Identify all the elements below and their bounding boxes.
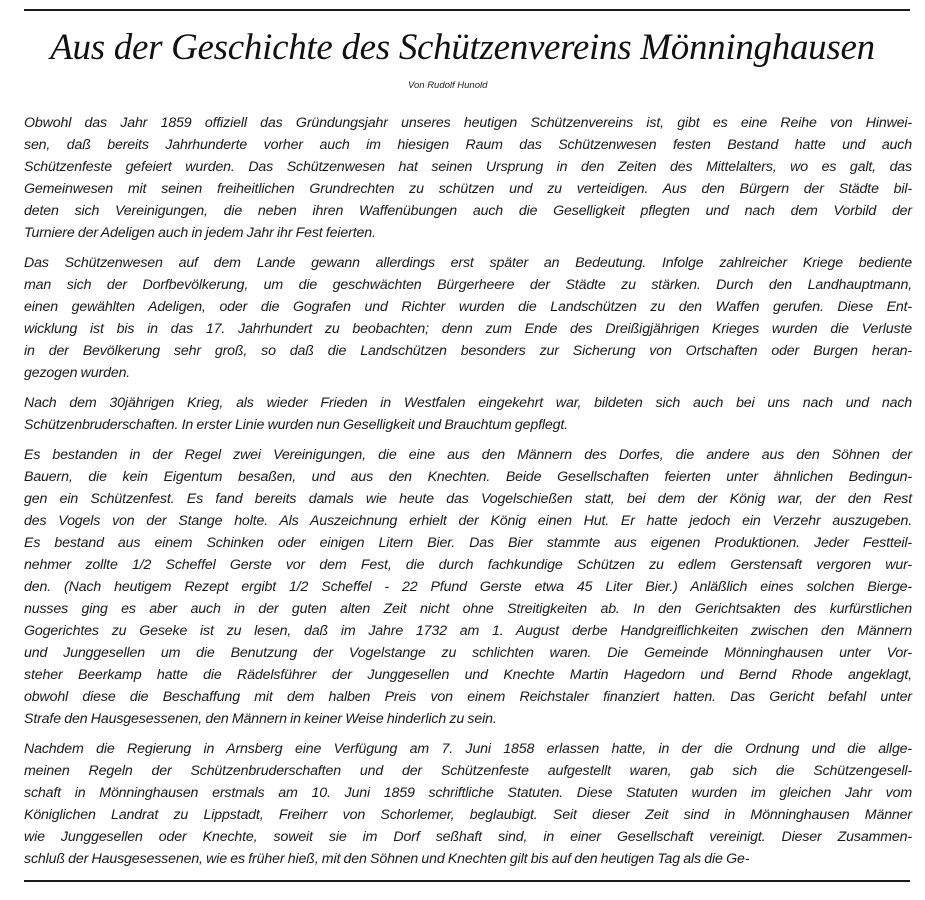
- paragraph: [24, 444, 912, 730]
- text-line: des Vogels von der Stange holte. Als Auszeichnung erhielt der König einen Hut. Er hatte jedoch ein Verzehr auszugeben.: [24, 513, 912, 529]
- text-line: schaft in Mönninghausen erstmals am 10. Juni 1859 schriftliche Statuten. Diese Statuten wurden im gleichen Jahr vom: [24, 785, 912, 801]
- text-line: schluß der Hausgesessenen, wie es früher hieß, mit den Söhnen und Knechten gilt bis auf den heutigen Tag als die Ge-: [24, 851, 750, 867]
- article-title: Aus der Geschichte des Schützenvereins Mönninghausen: [50, 27, 875, 68]
- text-line: Turniere der Adeligen auch in jedem Jahr ihr Fest feierten.: [24, 225, 376, 241]
- text-line: obwohl diese die Beschaffung mit dem halben Preis von einem Reichstaler finanziert hatten. Das Gericht befahl unter: [24, 689, 912, 705]
- text-line: Strafe den Hausgesessenen, den Männern in keiner Weise hinderlich zu sein.: [24, 711, 497, 727]
- top-rule: [24, 9, 910, 11]
- text-line: einen gewählten Adeligen, oder die Gografen und Richter wurden die Landschützen zu den Waffen gerufen. Diese Ent-: [24, 299, 912, 315]
- text-line: meinen Regeln der Schützenbruderschaften und der Schützenfeste aufgestellt waren, gab sich die Schützengesell-: [24, 763, 912, 779]
- bottom-rule: [24, 880, 910, 882]
- article-byline: Von Rudolf Hunold: [408, 80, 488, 91]
- text-line: Gogerichtes zu Geseke ist zu lesen, daß im Jahre 1732 am 1. August derbe Handgreiflichkeiten zwischen den Männern: [24, 623, 912, 639]
- text-line: in der Bevölkerung sehr groß, so daß die Landschützen besonders zur Sicherung von Ortschaften oder Burgen heran-: [24, 343, 912, 359]
- text-line: Gemeinwesen mit seinen freiheitlichen Grundrechten zu schützen und zu verteidigen. Aus den Bürgern der Städte bil-: [24, 181, 912, 197]
- text-line: Das Schützenwesen auf dem Lande gewann allerdings erst später an Bedeutung. Infolge zahlreicher Kriege bediente: [24, 255, 912, 271]
- text-line: sen, daß bereits Jahrhunderte vorher auch im hiesigen Raum das Schützenwesen festen Bestand hatte und auch: [24, 137, 912, 153]
- text-line: Schützenbruderschaften. In erster Linie wurden nun Geselligkeit und Brauchtum gepflegt.: [24, 417, 568, 433]
- text-line: deten sich Vereinigungen, die neben ihren Waffenübungen auch die Geselligkeit pflegten und nach dem Vorbild der: [24, 203, 912, 219]
- text-line: man sich der Dorfbevölkerung, um die geschwächten Bürgerheere der Städte zu stärken. Durch den Landhauptmann,: [24, 277, 912, 293]
- paragraph: [24, 738, 912, 870]
- paragraph: [24, 112, 912, 244]
- text-line: Nachdem die Regierung in Arnsberg eine Verfügung am 7. Juni 1858 erlassen hatte, in der die Ordnung und die allge-: [24, 741, 912, 757]
- text-line: Königlichen Landrat zu Lippstadt, Freiherr von Schorlemer, beglaubigt. Seit dieser Zeit sind in Mönninghausen Männer: [24, 807, 912, 823]
- text-line: gezogen wurden.: [24, 365, 131, 381]
- text-line: Obwohl das Jahr 1859 offiziell das Gründungsjahr unseres heutigen Schützenvereins ist, gibt es eine Reihe von Hinwei-: [24, 115, 912, 131]
- text-line: wicklung ist bis in das 17. Jahrhundert zu beobachten; denn zum Ende des Dreißigjährigen Krieges wurden die Verluste: [24, 321, 912, 337]
- text-line: Bauern, die kein Eigentum besaßen, und aus den Knechten. Beide Gesellschaften feierten unter ähnlichen Bedingun-: [24, 469, 912, 485]
- text-line: Es bestand aus einem Schinken oder einigen Litern Bier. Das Bier stammte aus eigenen Produktionen. Jeder Festteil-: [24, 535, 912, 551]
- text-line: gen ein Schützenfest. Es fand bereits damals wie heute das Vogelschießen statt, bei dem der König war, der den Rest: [24, 491, 912, 507]
- text-line: steher Beerkamp hatte die Rädelsführer der Junggesellen und Knechte Martin Hagedorn und Bernd Rhode angeklagt,: [24, 667, 912, 683]
- text-line: und Junggesellen um die Benutzung der Vogelstange zu schlichten waren. Die Gemeinde Mönninghausen unter Vor-: [24, 645, 912, 661]
- text-line: wie Junggesellen oder Knechte, soweit sie im Dorf seßhaft sind, in einer Gesellschaft vereinigt. Dieser Zusammen-: [24, 829, 912, 845]
- text-line: nehmer zollte 1/2 Scheffel Gerste vor dem Fest, die durch fachkundige Schützen zu edlem Gerstensaft vergoren wur-: [24, 557, 912, 573]
- paragraph: [24, 252, 912, 384]
- text-line: Schützenfeste gefeiert wurden. Das Schützenwesen hat seinen Ursprung in den Zeiten des Mittelalters, wo es galt, das: [24, 159, 912, 175]
- article-body: [24, 112, 912, 878]
- text-line: den. (Nach heutigem Rezept ergibt 1/2 Scheffel - 22 Pfund Gerste etwa 45 Liter Bier.) Anläßlich eines solchen Biergе-: [24, 579, 912, 595]
- text-line: Es bestanden in der Regel zwei Vereinigungen, die eine aus den Männern des Dorfes, die andere aus den Söhnen der: [24, 447, 912, 463]
- text-line: nusses ging es aber auch in der guten alten Zeit nicht ohne Streitigkeiten ab. In den Gerichtsakten des kurfürstlichen: [24, 601, 912, 617]
- text-line: Nach dem 30jährigen Krieg, als wieder Frieden in Westfalen eingekehrt war, bildeten sich auch bei uns nach und nach: [24, 395, 912, 411]
- paragraph: [24, 392, 912, 436]
